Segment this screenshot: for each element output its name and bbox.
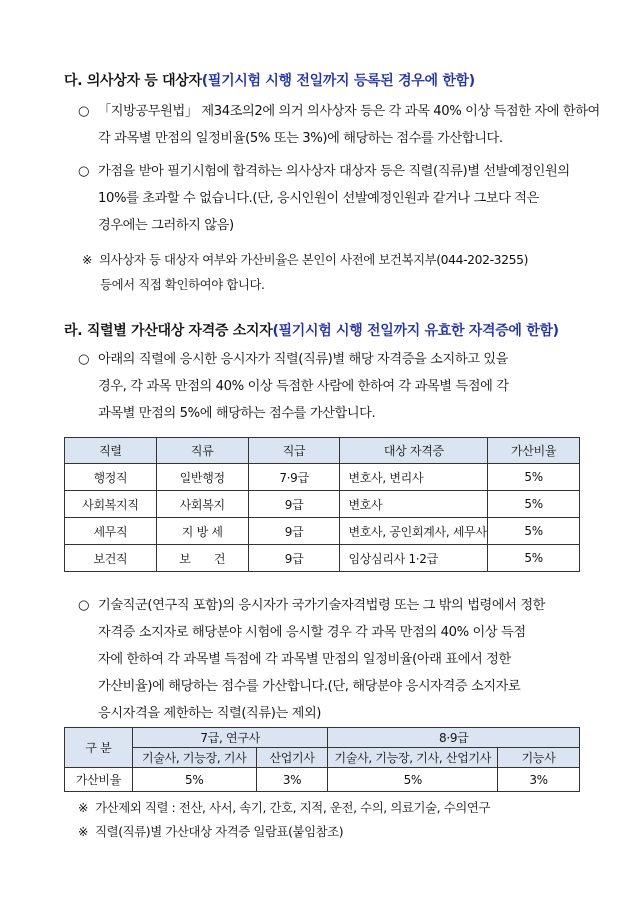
header-group-cell: 7급, 연구사 [132, 728, 328, 748]
table-cell: 5% [488, 545, 580, 572]
table-row [65, 518, 580, 545]
section-da-note [82, 247, 528, 297]
header-cell: 직류 [156, 438, 248, 464]
paragraph-line: 각 과목별 만점의 일정비율(5% 또는 3%)에 해당하는 점수를 가산합니다. [98, 131, 503, 146]
section-ra-paragraph-2 [78, 592, 598, 727]
paragraph-line: 자에 한하여 각 과목별 득점에 각 과목별 만점의 일정비율(아래 표에서 정한 [98, 652, 511, 667]
table-row [65, 545, 580, 572]
row-head-cell: 구 분 [65, 728, 133, 768]
table-row [65, 768, 580, 792]
paragraph-line: 응시자격을 제한하는 직렬(직류)는 제외) [98, 706, 322, 721]
bullet-circle: ○ [78, 352, 90, 367]
table-row [65, 491, 580, 518]
technical-bonus-table [64, 727, 580, 792]
header-group-cell: 8·9급 [328, 728, 580, 748]
paragraph-line: 경우, 각 과목 만점의 40% 이상 득점한 사람에 한하여 각 과목별 득점에 각 [98, 379, 509, 394]
section-da-title: 다. 의사상자 등 대상자 [64, 73, 202, 89]
paragraph-line: 10%를 초과할 수 없습니다.(단, 응시인원이 선발예정인원과 같거나 그보다 적은 [98, 191, 539, 206]
header-cell: 산업기사 [256, 748, 328, 768]
note-mark: ※ [78, 824, 88, 839]
paragraph-line: 아래의 직렬에 응시한 응시자가 직렬(직류)별 해당 자격증을 소지하고 있을 [98, 352, 508, 367]
table-cell: 5% [488, 518, 580, 545]
section-da-paragraph-2 [78, 158, 598, 239]
note-mark: ※ [78, 800, 88, 815]
note-line: 의사상자 등 대상자 여부와 가산비율은 본인이 사전에 보건복지부(044-202-3255) [99, 252, 529, 267]
table-cell: 행정직 [65, 464, 157, 491]
table-row [65, 464, 580, 491]
section-da-title-condition: (필기시험 시행 전일까지 등록된 경우에 한함) [201, 73, 475, 89]
table-cell: 보건직 [65, 545, 157, 572]
section-ra-paragraph-1 [78, 346, 598, 427]
section-da-paragraph-1 [78, 98, 598, 152]
section-ra-note-2 [78, 819, 343, 844]
table-cell: 변호사 [340, 491, 488, 518]
table-cell: 9급 [248, 491, 340, 518]
paragraph-line: 자격증 소지자로 해당분야 시험에 응시할 경우 각 과목 만점의 40% 이상 득점 [98, 625, 526, 640]
paragraph-line: 가점을 받아 필기시험에 합격하는 의사상자 대상자 등은 직렬(직류)별 선발예정인원의 [98, 164, 570, 179]
table-cell: 3% [256, 768, 328, 792]
table-cell: 5% [328, 768, 498, 792]
bullet-circle: ○ [78, 598, 90, 613]
table-subheader-row [65, 748, 580, 768]
table-cell: 7·9급 [248, 464, 340, 491]
section-da-heading [64, 70, 475, 90]
note-line: 등에서 직접 확인하여야 합니다. [100, 277, 265, 292]
bullet-circle: ○ [78, 164, 90, 179]
header-cell: 직급 [248, 438, 340, 464]
bullet-circle: ○ [78, 104, 90, 119]
table-header-row [65, 438, 580, 464]
header-cell: 기술사, 기능장, 기사, 산업기사 [328, 748, 498, 768]
table-cell: 5% [132, 768, 256, 792]
section-ra-title-condition: (필기시험 시행 전일까지 유효한 자격증에 한함) [272, 323, 559, 339]
table-cell: 임상심리사 1·2급 [340, 545, 488, 572]
header-cell: 직렬 [65, 438, 157, 464]
paragraph-line: 기술직군(연구직 포함)의 응시자가 국가기술자격법령 또는 그 밖의 법령에서 정한 [98, 598, 546, 613]
table-cell: 변호사, 공인회계사, 세무사 [340, 518, 488, 545]
section-ra-title: 라. 직렬별 가산대상 자격증 소지자 [64, 323, 273, 339]
paragraph-line: 「지방공무원법」 제34조의2에 의거 의사상자 등은 각 과목 40% 이상 득점한 자에 한하여 [98, 104, 600, 119]
table-cell: 보 건 [156, 545, 248, 572]
table-cell: 5% [488, 491, 580, 518]
paragraph-line: 경우에는 그러하지 않음) [98, 218, 234, 233]
table-cell: 3% [498, 768, 580, 792]
table-cell: 9급 [248, 518, 340, 545]
table-cell: 변호사, 변리사 [340, 464, 488, 491]
table-cell: 사회복지직 [65, 491, 157, 518]
note-line: 가산제외 직렬 : 전산, 사서, 속기, 간호, 지적, 운전, 수의, 의료기술, 수의연구 [95, 800, 491, 815]
table-cell: 사회복지 [156, 491, 248, 518]
table-cell: 지 방 세 [156, 518, 248, 545]
table-cell: 세무직 [65, 518, 157, 545]
note-line: 직렬(직류)별 가산대상 자격증 일람표(붙임참조) [95, 824, 344, 839]
table-cell: 가산비율 [65, 768, 133, 792]
paragraph-line: 과목별 만점의 5%에 해당하는 점수를 가산합니다. [98, 406, 376, 421]
table-cell: 5% [488, 464, 580, 491]
table-cell: 9급 [248, 545, 340, 572]
note-mark: ※ [82, 252, 92, 267]
header-cell: 가산비율 [488, 438, 580, 464]
table-cell: 일반행정 [156, 464, 248, 491]
header-cell: 기술사, 기능장, 기사 [132, 748, 256, 768]
section-ra-heading [64, 320, 559, 340]
header-cell: 기능사 [498, 748, 580, 768]
table-header-row [65, 728, 580, 748]
certificate-bonus-table [64, 437, 580, 572]
header-cell: 대상 자격증 [340, 438, 488, 464]
paragraph-line: 가산비율)에 해당하는 점수를 가산합니다.(단, 해당분야 응시자격증 소지자로 [98, 679, 521, 694]
section-ra-note-1 [78, 795, 490, 820]
